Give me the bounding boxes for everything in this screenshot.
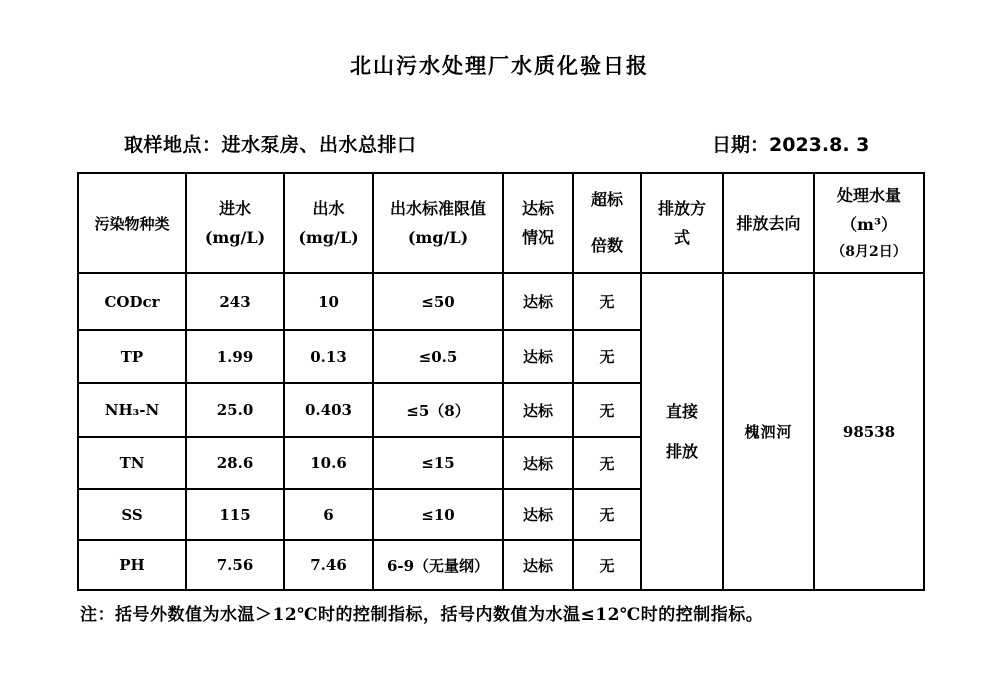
effluent-value-cell: 6 — [284, 489, 373, 540]
exceedance-cell: 无 — [573, 540, 641, 590]
pollutant-name-cell: NH₃-N — [78, 383, 186, 437]
footnote: 注：括号外数值为水温＞12℃时的控制指标，括号内数值为水温≤12℃时的控制指标。 — [80, 605, 764, 625]
effluent-value-cell: 10 — [284, 273, 373, 330]
status-cell: 达标 — [503, 330, 573, 383]
header-line: 进水 — [218, 199, 251, 218]
header-line: 排放去向 — [736, 213, 801, 233]
discharge-method-line: 排放 — [665, 441, 698, 461]
header-influent — [186, 173, 284, 273]
influent-value-cell: 7.56 — [186, 540, 284, 590]
limit-value-cell: ≤50 — [373, 273, 503, 330]
header-compliance-status — [503, 173, 573, 273]
status-cell: 达标 — [503, 383, 573, 437]
pollutant-name-cell: SS — [78, 489, 186, 540]
sampling-location-label: 取样地点：进水泵房、出水总排口 — [124, 134, 417, 156]
influent-value-cell: 115 — [186, 489, 284, 540]
limit-value-cell: ≤10 — [373, 489, 503, 540]
header-discharge-method — [641, 173, 723, 273]
status-cell: 达标 — [503, 273, 573, 330]
header-treated-volume — [814, 173, 924, 273]
water-quality-table — [77, 172, 925, 591]
header-line: 出水 — [312, 199, 345, 218]
discharge-method-cell — [641, 273, 723, 590]
header-line: (mg/L) — [407, 228, 469, 247]
exceedance-cell: 无 — [573, 273, 641, 330]
header-line: 污染物种类 — [94, 214, 170, 233]
pollutant-name-cell: TP — [78, 330, 186, 383]
influent-value-cell: 243 — [186, 273, 284, 330]
effluent-value-cell: 7.46 — [284, 540, 373, 590]
status-cell: 达标 — [503, 437, 573, 489]
header-line: (mg/L) — [298, 228, 359, 247]
header-line: 倍数 — [590, 236, 623, 255]
pollutant-name-cell: CODcr — [78, 273, 186, 330]
page-title: 北山污水处理厂水质化验日报 — [350, 53, 649, 78]
header-exceedance-multiple — [573, 173, 641, 273]
status-cell: 达标 — [503, 489, 573, 540]
pollutant-name-cell: TN — [78, 437, 186, 489]
limit-value-cell: ≤15 — [373, 437, 503, 489]
effluent-value-cell: 10.6 — [284, 437, 373, 489]
exceedance-cell: 无 — [573, 330, 641, 383]
table-row-codcr — [78, 273, 924, 330]
limit-value-cell: ≤0.5 — [373, 330, 503, 383]
header-effluent-limit — [373, 173, 503, 273]
header-line: 达标 — [521, 199, 554, 218]
header-discharge-destination — [723, 173, 814, 273]
pollutant-name-cell: PH — [78, 540, 186, 590]
influent-value-cell: 1.99 — [186, 330, 284, 383]
limit-value-cell: ≤5（8） — [373, 383, 503, 437]
treated-volume-cell: 98538 — [814, 273, 924, 590]
effluent-value-cell: 0.13 — [284, 330, 373, 383]
header-line: 情况 — [521, 228, 554, 247]
discharge-method-line: 直接 — [665, 401, 698, 421]
header-line: (mg/L) — [204, 228, 266, 247]
header-line: （8月2日） — [831, 244, 907, 260]
header-pollutant-type — [78, 173, 186, 273]
influent-value-cell: 25.0 — [186, 383, 284, 437]
header-line: （m³） — [841, 215, 897, 234]
status-cell: 达标 — [503, 540, 573, 590]
exceedance-cell: 无 — [573, 383, 641, 437]
header-effluent — [284, 173, 373, 273]
discharge-destination-cell: 槐泗河 — [723, 273, 814, 590]
exceedance-cell: 无 — [573, 489, 641, 540]
limit-value-cell: 6-9（无量纲） — [373, 540, 503, 590]
report-date-label: 日期：2023.8. 3 — [712, 134, 870, 156]
effluent-value-cell: 0.403 — [284, 383, 373, 437]
influent-value-cell: 28.6 — [186, 437, 284, 489]
header-line: 排放方 — [657, 199, 706, 218]
table-header-row — [78, 173, 924, 273]
exceedance-cell: 无 — [573, 437, 641, 489]
header-line: 式 — [673, 228, 690, 247]
header-line: 出水标准限值 — [389, 199, 486, 218]
header-line: 超标 — [590, 190, 623, 209]
header-line: 处理水量 — [836, 186, 901, 205]
